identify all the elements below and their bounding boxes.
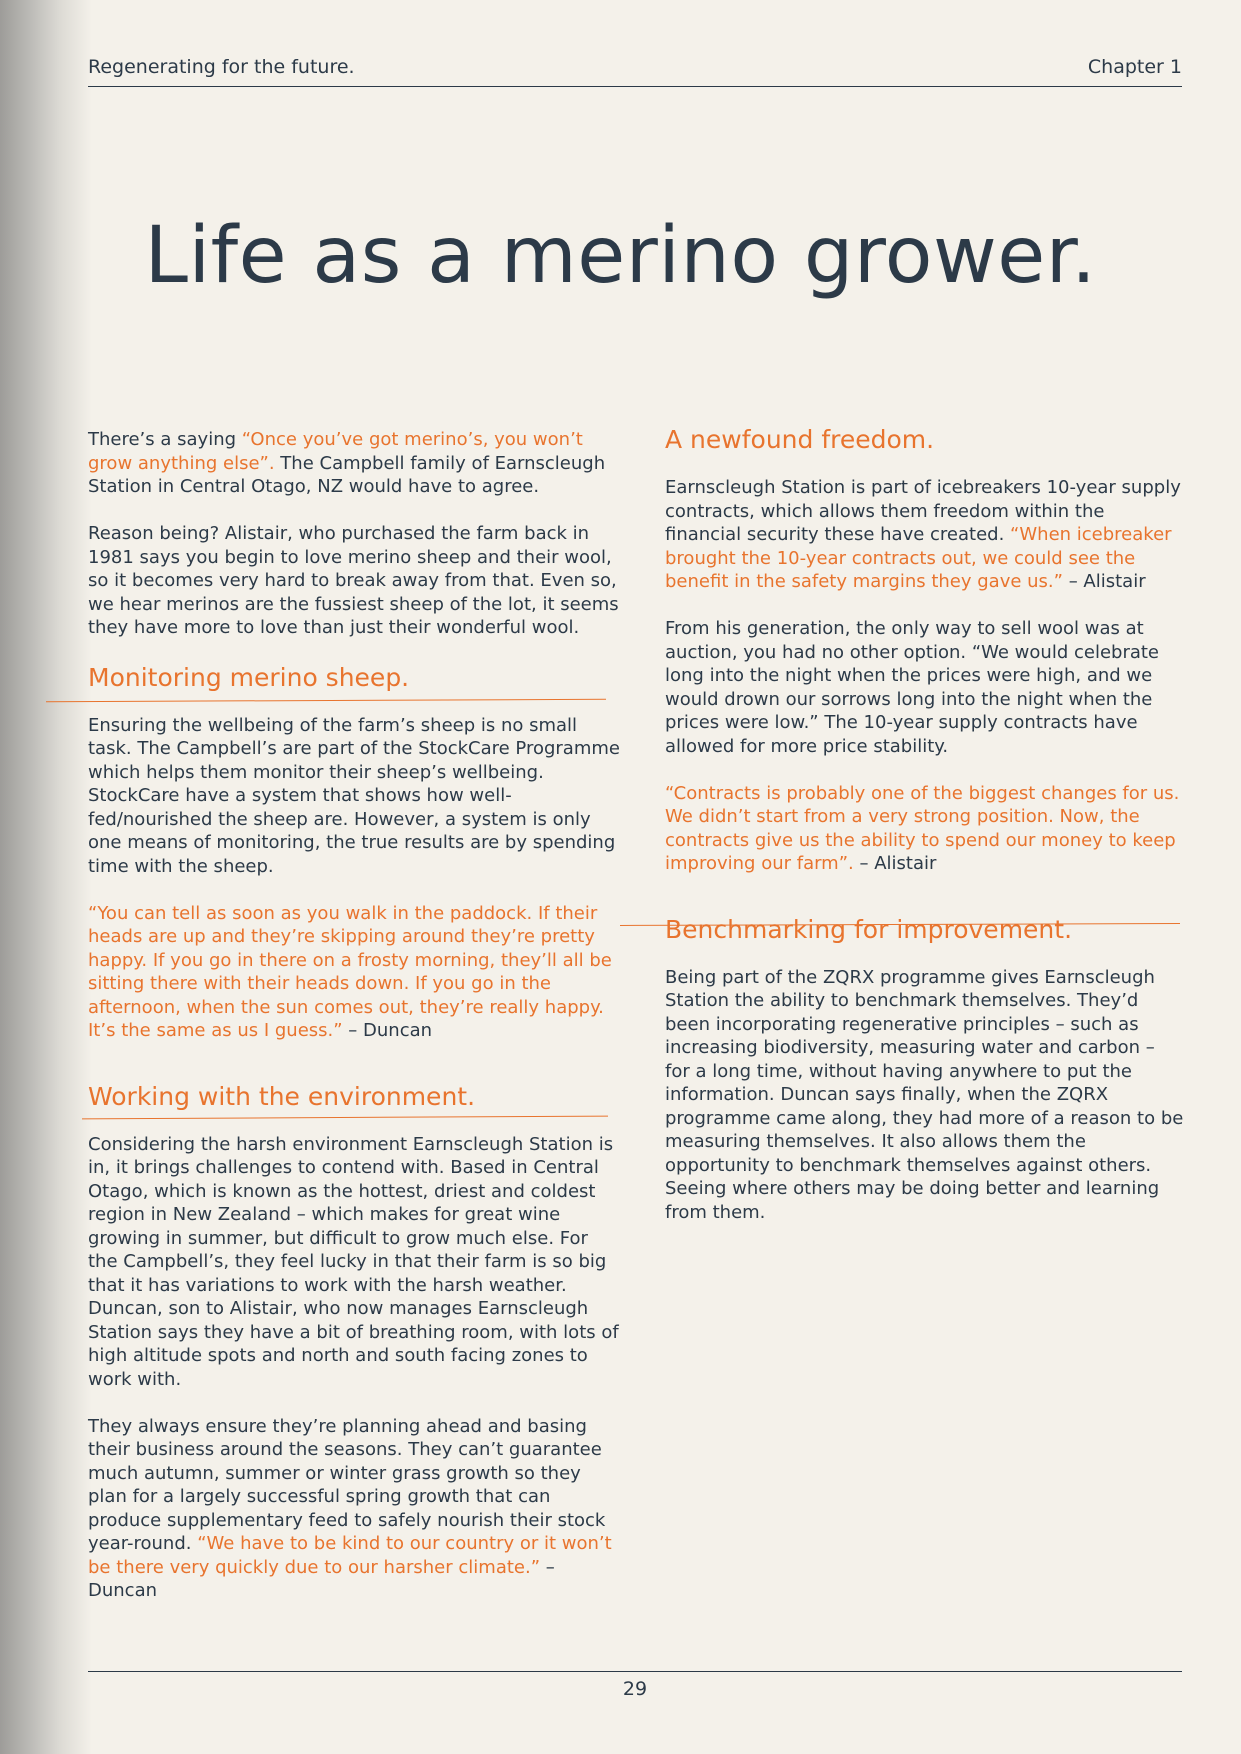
environment-paragraph-1: Considering the harsh environment Earnscleugh Station is in, it brings challenges to contend with. Based in Central Otago, which is known as the hottest, driest and coldest region in New Zealand – which makes for great wine growing in summer, but difficult to grow much else. For the Campbell’s, they feel lucky in that their farm is so big that it has variations to work with the harsh weather. Duncan, son to Alistair, who now manages Earnscleugh Station says they have a bit of breathing room, with lots of high altitude spots and north and south facing zones to work with. (88, 1133, 619, 1390)
benchmarking-paragraph: Being part of the ZQRX programme gives Earnscleugh Station the ability to benchmark themselves. They’d been incorporating regenerative principles – such as increasing biodiversity, measuring water and carbon – for a long time, without having anywhere to put the information. Duncan says finally, when the ZQRX programme came along, they had more of a reason to be measuring themselves. It also allows them the opportunity to benchmark themselves against others. Seeing where others may be doing better and learning from them. (665, 966, 1184, 1223)
intro-quote: “Once you’ve got merino’s, you won’t grow anything else”. (88, 429, 583, 474)
header-chapter-label: Chapter 1 (1087, 56, 1182, 78)
monitoring-quote: “You can tell as soon as you walk in the paddock. If their heads are up and they’re skipping around they’re pretty happy. If you go in there on a frosty morning, they’ll all be sitting there with their heads down. If you go in the afternoon, when the sun comes out, they’re really happy. It’s the same as us I guess.” (88, 902, 612, 1041)
freedom-paragraph-1 (665, 476, 1185, 594)
freedom-quote-1: “When icebreaker brought the 10-year contracts out, we could see the benefit in the safety margins they gave us.” (665, 524, 1172, 592)
monitoring-paragraph: Ensuring the wellbeing of the farm’s sheep is no small task. The Campbell’s are part of the StockCare Programme which helps them monitor their sheep’s wellbeing. StockCare have a system that shows how well-fed/nourished the sheep are. However, a system is only one means of monitoring, the true results are by spending time with the sheep. (88, 714, 620, 877)
right-column (665, 424, 1185, 1224)
page-number: 29 (622, 1678, 648, 1700)
freedom-quote-paragraph (665, 782, 1185, 876)
freedom-paragraph-2: From his generation, the only way to sell wool was at auction, you had no other option. “We would celebrate long into the night when the prices were high, and we would drown our sorrows long into the night when the prices were low.” The 10-year supply contracts have allowed for more price stability. (665, 618, 1160, 757)
benchmarking-heading: Benchmarking for improvement. (665, 914, 1073, 944)
monitoring-heading: Monitoring merino sheep. (88, 662, 410, 692)
environment-quote: “We have to be kind to our country or it won’t be there very quickly due to our harsher climate.” (88, 1533, 612, 1578)
page-title: Life as a merino grower. (144, 211, 1097, 301)
monitoring-attribution: – Duncan (342, 1020, 433, 1041)
freedom-attribution-1: – Alistair (1062, 571, 1146, 592)
header-section-title: Regenerating for the future. (88, 56, 355, 78)
intro-paragraph-1 (88, 428, 620, 499)
environment-heading: Working with the environment. (88, 1081, 476, 1111)
footer-rule (88, 1671, 1182, 1672)
left-column (88, 428, 620, 1603)
freedom-text: Earnscleugh Station is part of icebreakers 10-year supply contracts, which allows them freedom within the financial security these have created. (665, 477, 1181, 545)
intro-text: There’s a saying (88, 429, 242, 450)
environment-text: They always ensure they’re planning ahead and basing their business around the seasons. They can’t guarantee much autumn, summer or winter grass growth so they plan for a largely successful spring growth that can produce supplementary feed to safely nourish their stock year-round. (88, 1415, 606, 1554)
monitoring-quote-paragraph (88, 902, 620, 1043)
environment-attribution: – Duncan (88, 1556, 555, 1601)
environment-paragraph-2 (88, 1415, 620, 1603)
running-header (88, 54, 1182, 87)
freedom-quote-2: “Contracts is probably one of the biggest changes for us. We didn’t start from a very strong position. Now, the contracts give us the ability to spend our money to keep improving our farm”. (665, 782, 1180, 874)
intro-text-continued: The Campbell family of Earnscleugh Station in Central Otago, NZ would have to agree. (88, 452, 606, 497)
intro-paragraph-2: Reason being? Alistair, who purchased the farm back in 1981 says you begin to love merino sheep and their wool, so it becomes very hard to break away from that. Even so, we hear merinos are the fussiest sheep of the lot, it seems they have more to love than just their wonderful wool. (88, 523, 619, 638)
freedom-attribution-2: – Alistair (853, 853, 937, 874)
freedom-heading: A newfound freedom. (665, 425, 935, 454)
